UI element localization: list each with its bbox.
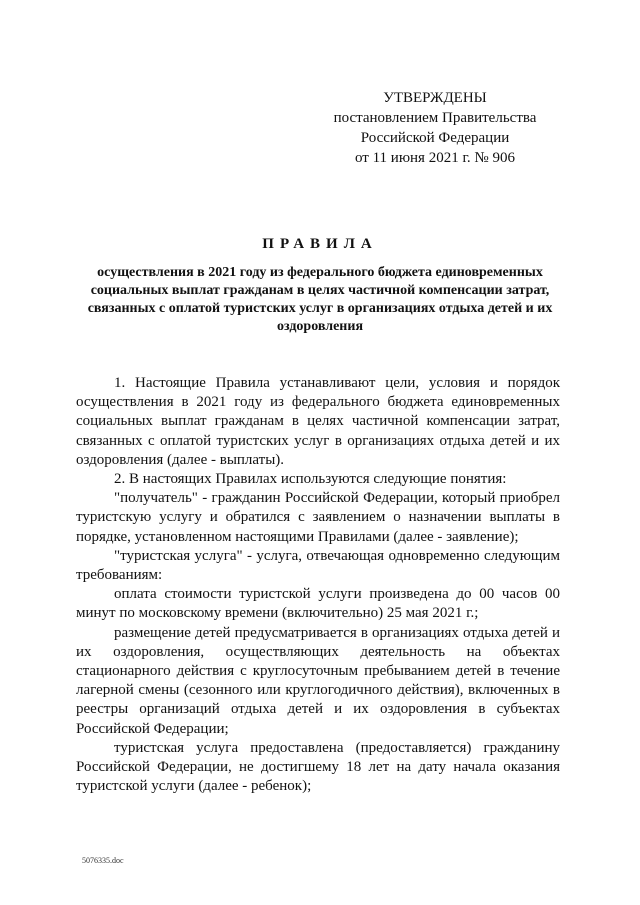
approval-line-country: Российской Федерации xyxy=(360,130,510,146)
approval-line-decree: постановлением Правительства xyxy=(333,110,537,126)
approval-stamp-block xyxy=(330,88,540,168)
paragraph-requirement-payment: оплата стоимости туристской услуги произведена до 00 часов 00 минут по московскому времени (включительно) 25 мая 2021 г.; xyxy=(76,586,560,622)
document-title: ПРАВИЛА xyxy=(262,236,378,252)
approval-line-date-number: от 11 июня 2021 г. № 906 xyxy=(355,150,515,166)
paragraph-requirement-placement: размещение детей предусматривается в организациях отдыха детей и их оздоровления, осуществляющих деятельность на объектах стационарного действия с круглосуточным пребыванием детей в течение лагерной смены (сезонного или круглогодичного действия), включенных в реестры организаций отдыха детей и их оздоровления в субъектах Российской Федерации; xyxy=(76,624,560,737)
document-subtitle: осуществления в 2021 году из федерального бюджета единовременных социальных выплат гражданам в целях частичной компенсации затрат, связанных с оплатой туристских услуг в организациях отдыха детей и их оздоровления xyxy=(87,265,553,334)
paragraph-1: 1. Настоящие Правила устанавливают цели, условия и порядок осуществления в 2021 году из федерального бюджета единовременных социальных выплат гражданам в целях частичной компенсации затрат, связанных с оплатой туристских услуг в организациях отдыха детей и их оздоровления (далее - выплаты). xyxy=(76,375,560,468)
paragraph-recipient-definition: "получатель" - гражданин Российской Федерации, который приобрел туристскую услугу и обратился с заявлением о назначении выплаты в порядке, установленном настоящими Правилами (далее - заявление); xyxy=(76,490,560,545)
paragraph-2: 2. В настоящих Правилах используются следующие понятия: xyxy=(114,471,507,488)
document-body xyxy=(76,374,560,796)
approval-line-approved: УТВЕРЖДЕНЫ xyxy=(383,90,487,106)
paragraph-requirement-child: туристская услуга предоставлена (предоставляется) гражданину Российской Федерации, не достигшему 18 лет на дату начала оказания туристской услуги (далее - ребенок); xyxy=(76,739,560,795)
file-name-footer: 5076335.doc xyxy=(82,856,124,865)
paragraph-tourist-service-definition: "туристская услуга" - услуга, отвечающая одновременно следующим требованиям: xyxy=(76,547,560,584)
